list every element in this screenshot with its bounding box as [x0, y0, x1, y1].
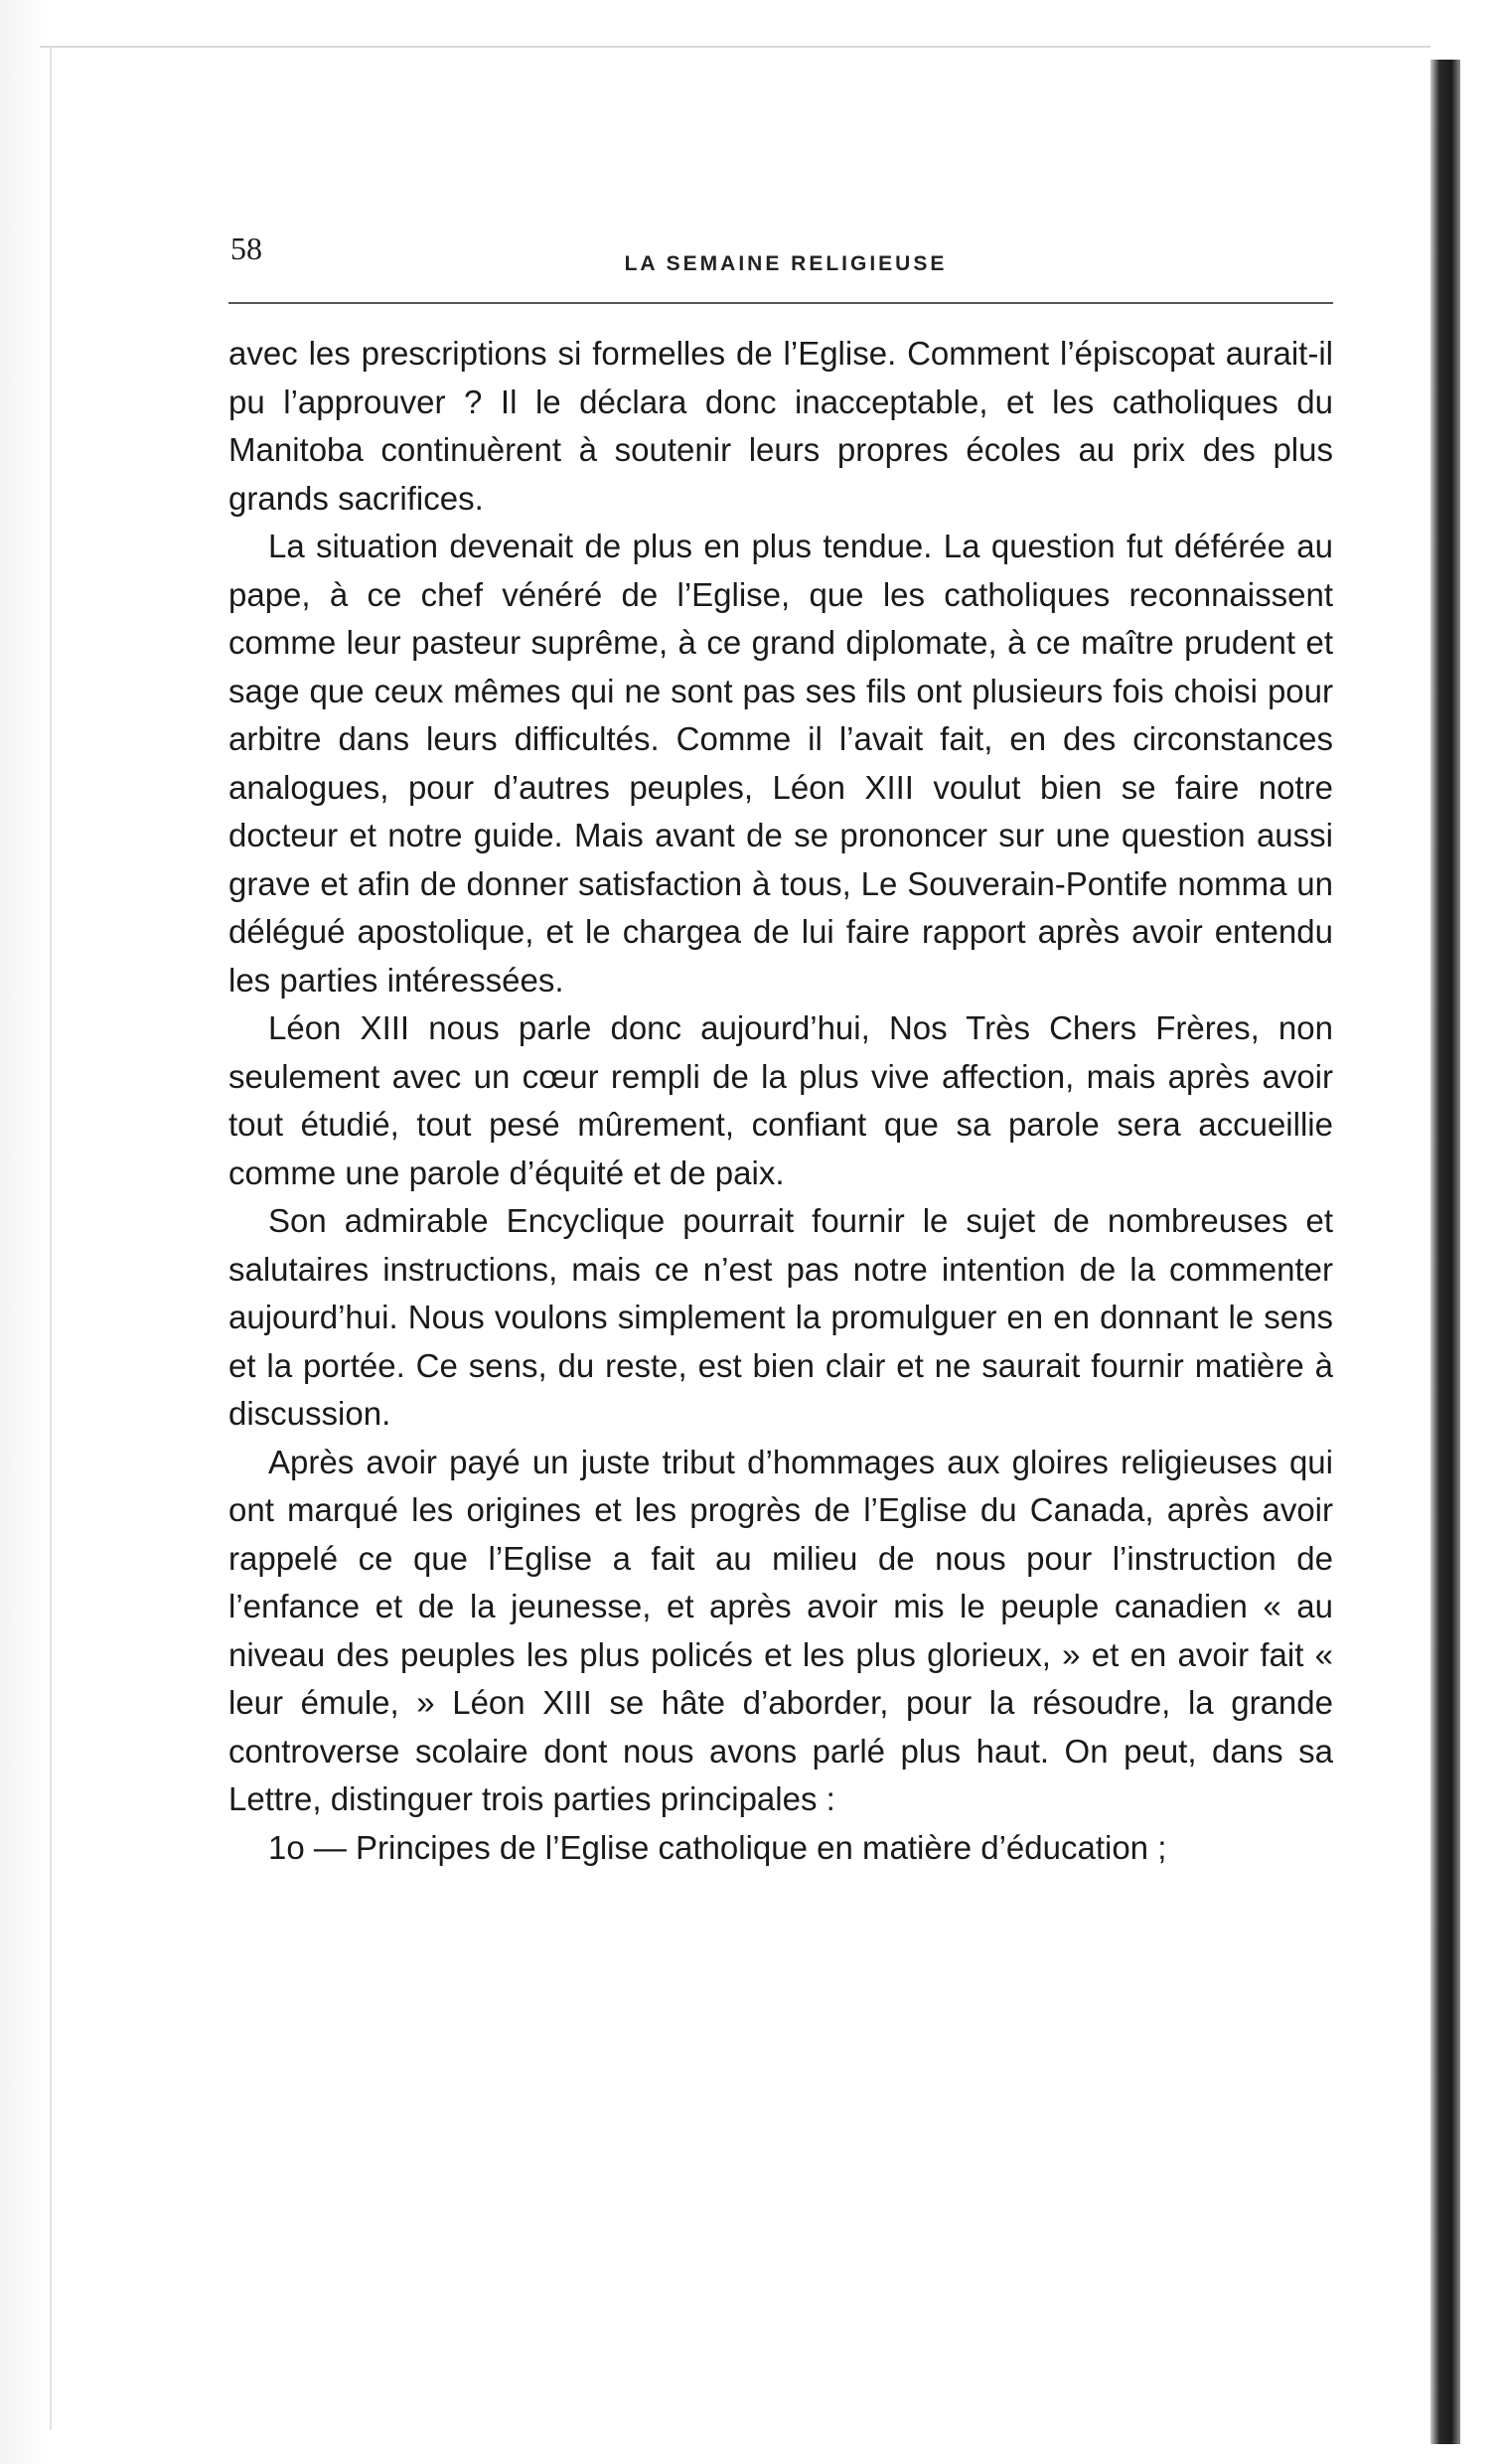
- text-body: [228, 330, 1333, 1872]
- scan-margin: [0, 0, 46, 2464]
- page-header: [230, 231, 1341, 290]
- paragraph-5: Après avoir payé un juste tribut d’hommages aux gloires religieuses qui ont marqué les origines et les progrès de l’Eglise du Canada, après avoir rappelé ce que l’Eglise a fait au milieu de nous pour l’instruction de l’enfance et de la jeunesse, et après avoir mis le peuple canadien « au niveau des peuples les plus policés et les plus glorieux, » et en avoir fait « leur émule, » Léon XIII se hâte d’aborder, pour la résoudre, la grande controverse scolaire dont nous avons parlé plus haut. On peut, dans sa Lettre, distinguer trois parties principales :: [228, 1443, 1333, 1817]
- header-rule: [228, 302, 1333, 304]
- paragraph-1: avec les prescriptions si formelles de l’Eglise. Comment l’épiscopat aurait-il pu l’approuver ? Il le déclara donc inacceptable, et les catholiques du Manitoba continuèrent à soutenir leurs propres écoles au prix des plus grands sacrifices.: [228, 335, 1333, 517]
- page-edge-top: [40, 46, 1430, 48]
- paragraph-4: Son admirable Encyclique pourrait fournir le sujet de nombreuses et salutaires instructions, mais ce n’est pas notre intention de la commenter aujourd’hui. Nous voulons simplement la promulguer en en donnant le sens et la portée. Ce sens, du reste, est bien clair et ne saurait fournir matière à discussion.: [228, 1202, 1333, 1432]
- paragraph-3: Léon XIII nous parle donc aujourd’hui, Nos Très Chers Frères, non seulement avec un cœur rempli de la plus vive affection, mais après avoir tout étudié, tout pesé mûrement, confiant que sa parole sera accueillie comme une parole d’équité et de paix.: [228, 1009, 1333, 1191]
- paragraph-2: La situation devenait de plus en plus tendue. La question fut déférée au pape, à ce chef vénéré de l’Eglise, que les catholiques reconnaissent comme leur pasteur suprême, à ce grand diplomate, à ce maître prudent et sage que ceux mêmes qui ne sont pas ses fils ont plusieurs fois choisi pour arbitre dans leurs difficultés. Comme il l’avait fait, en des circonstances analogues, pour d’autres peuples, Léon XIII voulut bien se faire notre docteur et notre guide. Mais avant de se prononcer sur une question aussi grave et afin de donner satisfaction à tous, Le Souverain-Pontife nomma un délégué apostolique, et le chargea de lui faire rapport après avoir entendu les parties intéressées.: [228, 528, 1333, 999]
- page-binding-shadow: [1430, 60, 1460, 2444]
- page-number: 58: [230, 231, 262, 266]
- running-head: LA SEMAINE RELIGIEUSE: [624, 252, 948, 275]
- paragraph-6: 1o — Principes de l’Eglise catholique en matière d’éducation ;: [268, 1828, 1167, 1866]
- page-edge-left: [50, 46, 52, 2430]
